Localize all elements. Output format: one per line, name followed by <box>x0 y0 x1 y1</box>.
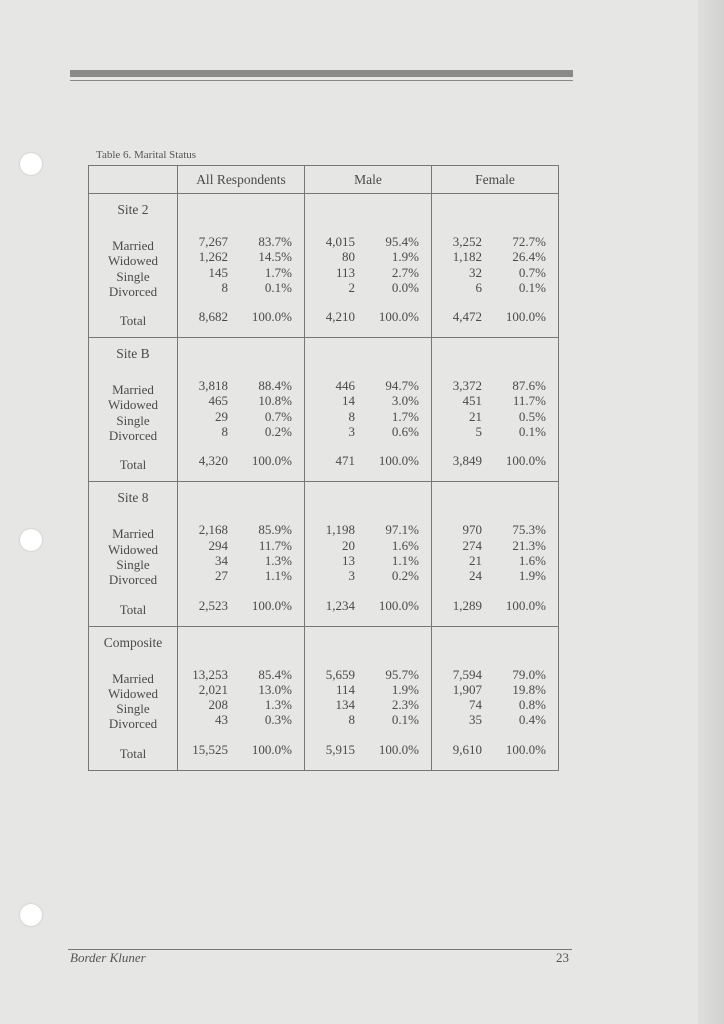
count-value: 8 <box>348 408 355 424</box>
percent-value: 1.9% <box>391 249 419 265</box>
count-value: 274 <box>462 537 482 553</box>
count-value: 3,372 <box>452 378 482 394</box>
count-value: 134 <box>335 697 355 713</box>
total-percent: 100.0% <box>505 597 546 613</box>
count-value: 80 <box>342 249 355 265</box>
count-value: 5 <box>475 424 482 440</box>
value-cell <box>432 482 559 626</box>
punch-hole <box>20 904 42 926</box>
value-cell <box>178 482 305 626</box>
percent-value: 0.1% <box>518 424 546 440</box>
label-cell <box>89 338 178 482</box>
percent-value: 2.7% <box>391 264 419 280</box>
percent-value: 87.6% <box>512 378 546 394</box>
percent-value: 1.6% <box>391 537 419 553</box>
row-label: Divorced <box>108 572 158 588</box>
header-blank <box>89 166 178 194</box>
count-value: 114 <box>335 681 355 697</box>
label-cell <box>89 626 178 770</box>
percent-value: 13.0% <box>258 681 292 697</box>
value-cell <box>432 338 559 482</box>
percent-value: 0.8% <box>518 697 546 713</box>
count-value: 2,021 <box>198 681 228 697</box>
percent-value: 0.2% <box>264 424 292 440</box>
value-cell <box>305 194 432 338</box>
percent-value: 1.7% <box>391 408 419 424</box>
count-value: 1,198 <box>325 522 355 538</box>
row-label: Single <box>116 412 150 428</box>
page-edge <box>698 0 724 1024</box>
percent-value: 83.7% <box>258 234 292 249</box>
percent-value: 10.8% <box>258 393 292 409</box>
percent-value: 0.0% <box>391 279 419 295</box>
marital-status-table <box>88 165 559 771</box>
row-label: Married <box>112 670 154 686</box>
percent-value: 26.4% <box>512 249 546 265</box>
count-value: 5,659 <box>325 666 355 682</box>
section-row <box>89 482 559 626</box>
total-percent: 100.0% <box>251 309 292 325</box>
percent-value: 79.0% <box>512 666 546 682</box>
punch-hole <box>20 529 42 551</box>
punch-hole <box>20 153 42 175</box>
count-value: 7,267 <box>198 234 228 249</box>
percent-value: 19.8% <box>512 681 546 697</box>
total-count: 1,234 <box>325 597 355 613</box>
percent-value: 0.1% <box>264 279 292 295</box>
count-value: 14 <box>342 393 355 409</box>
percent-value: 1.7% <box>264 264 292 280</box>
total-percent: 100.0% <box>505 453 546 469</box>
total-label: Total <box>119 457 147 473</box>
total-label: Total <box>119 745 147 761</box>
percent-value: 1.1% <box>264 568 292 584</box>
count-value: 208 <box>208 697 228 713</box>
total-percent: 100.0% <box>378 309 419 325</box>
percent-value: 0.6% <box>391 424 419 440</box>
count-value: 4,015 <box>325 234 355 249</box>
percent-value: 21.3% <box>512 537 546 553</box>
percent-value: 1.1% <box>391 552 419 568</box>
count-value: 7,594 <box>452 666 482 682</box>
total-count: 8,682 <box>198 309 228 325</box>
total-count: 1,289 <box>452 597 482 613</box>
row-label: Widowed <box>107 397 159 413</box>
count-value: 3,252 <box>452 234 482 249</box>
column-header: All Respondents <box>178 166 305 194</box>
row-label: Married <box>112 238 154 253</box>
count-value: 21 <box>469 408 482 424</box>
total-count: 9,610 <box>452 741 482 757</box>
total-count: 2,523 <box>198 597 228 613</box>
section-row <box>89 626 559 770</box>
count-value: 21 <box>469 552 482 568</box>
percent-value: 94.7% <box>385 378 419 394</box>
count-value: 8 <box>348 712 355 728</box>
section-name: Site 2 <box>117 202 149 217</box>
count-value: 451 <box>462 393 482 409</box>
count-value: 465 <box>208 393 228 409</box>
count-value: 13,253 <box>192 666 228 682</box>
total-count: 3,849 <box>452 453 482 469</box>
total-count: 471 <box>335 453 355 469</box>
total-count: 4,320 <box>198 453 228 469</box>
total-label: Total <box>119 601 147 617</box>
count-value: 3,818 <box>198 378 228 394</box>
value-cell <box>432 626 559 770</box>
row-label: Single <box>116 268 150 284</box>
count-value: 34 <box>215 552 228 568</box>
percent-value: 85.9% <box>258 522 292 538</box>
section-name: Site B <box>116 346 150 362</box>
total-percent: 100.0% <box>505 309 546 325</box>
row-label: Widowed <box>107 253 159 269</box>
percent-value: 1.9% <box>518 568 546 584</box>
percent-value: 0.1% <box>391 712 419 728</box>
section-row <box>89 194 559 338</box>
table-caption: Table 6. Marital Status <box>96 149 197 161</box>
label-cell <box>89 482 178 626</box>
percent-value: 2.3% <box>391 697 419 713</box>
row-label: Divorced <box>108 716 158 732</box>
count-value: 20 <box>342 537 355 553</box>
section-name: Site 8 <box>117 490 149 506</box>
percent-value: 85.4% <box>258 666 292 682</box>
count-value: 13 <box>342 552 355 568</box>
percent-value: 95.4% <box>385 234 419 249</box>
total-percent: 100.0% <box>251 453 292 469</box>
count-value: 32 <box>469 264 482 280</box>
total-count: 4,472 <box>452 309 482 325</box>
section-row <box>89 338 559 482</box>
count-value: 24 <box>469 568 482 584</box>
row-label: Divorced <box>108 428 158 444</box>
total-label: Total <box>119 313 147 329</box>
row-label: Widowed <box>107 541 159 557</box>
count-value: 113 <box>335 264 355 280</box>
header-rule <box>70 70 573 82</box>
count-value: 35 <box>469 712 482 728</box>
count-value: 2 <box>348 279 355 295</box>
page-number: 23 <box>556 950 569 965</box>
percent-value: 0.4% <box>518 712 546 728</box>
column-header: Male <box>305 166 432 194</box>
percent-value: 1.3% <box>264 697 292 713</box>
row-label: Single <box>116 701 150 717</box>
percent-value: 0.5% <box>518 408 546 424</box>
count-value: 43 <box>215 712 228 728</box>
count-value: 74 <box>469 697 482 713</box>
count-value: 970 <box>462 522 482 538</box>
total-percent: 100.0% <box>251 597 292 613</box>
count-value: 8 <box>221 279 228 295</box>
percent-value: 88.4% <box>258 378 292 394</box>
percent-value: 1.6% <box>518 552 546 568</box>
percent-value: 14.5% <box>258 249 292 265</box>
row-label: Married <box>112 526 154 542</box>
label-cell <box>89 194 178 338</box>
count-value: 8 <box>221 424 228 440</box>
total-count: 4,210 <box>325 309 355 325</box>
percent-value: 95.7% <box>385 666 419 682</box>
percent-value: 11.7% <box>512 393 546 409</box>
total-percent: 100.0% <box>251 741 292 757</box>
value-cell <box>178 194 305 338</box>
count-value: 446 <box>335 378 355 394</box>
count-value: 1,182 <box>452 249 482 265</box>
footer-left-text: Border Kluner <box>70 950 146 965</box>
total-count: 15,525 <box>192 741 228 757</box>
percent-value: 0.3% <box>264 712 292 728</box>
section-name: Composite <box>103 634 163 650</box>
total-percent: 100.0% <box>378 741 419 757</box>
count-value: 29 <box>215 408 228 424</box>
value-cell <box>432 194 559 338</box>
total-percent: 100.0% <box>505 741 546 757</box>
total-percent: 100.0% <box>378 453 419 469</box>
column-header: Female <box>432 166 559 194</box>
value-cell <box>178 338 305 482</box>
value-cell <box>305 626 432 770</box>
percent-value: 3.0% <box>391 393 419 409</box>
row-label: Single <box>116 556 150 572</box>
percent-value: 72.7% <box>512 234 546 249</box>
percent-value: 1.9% <box>391 681 419 697</box>
row-label: Widowed <box>107 685 159 701</box>
value-cell <box>305 482 432 626</box>
percent-value: 0.7% <box>518 264 546 280</box>
value-cell <box>305 338 432 482</box>
row-label: Married <box>112 382 154 398</box>
count-value: 2,168 <box>198 522 228 538</box>
count-value: 1,262 <box>198 249 228 265</box>
percent-value: 11.7% <box>258 537 292 553</box>
count-value: 3 <box>348 424 355 440</box>
count-value: 6 <box>475 279 482 295</box>
percent-value: 0.2% <box>391 568 419 584</box>
total-percent: 100.0% <box>378 597 419 613</box>
count-value: 3 <box>348 568 355 584</box>
percent-value: 0.7% <box>264 408 292 424</box>
percent-value: 1.3% <box>264 552 292 568</box>
total-count: 5,915 <box>325 741 355 757</box>
percent-value: 97.1% <box>385 522 419 538</box>
percent-value: 0.1% <box>518 279 546 295</box>
count-value: 27 <box>215 568 228 584</box>
value-cell <box>178 626 305 770</box>
percent-value: 75.3% <box>512 522 546 538</box>
count-value: 294 <box>208 537 228 553</box>
count-value: 145 <box>208 264 228 280</box>
count-value: 1,907 <box>452 681 482 697</box>
row-label: Divorced <box>108 283 158 299</box>
